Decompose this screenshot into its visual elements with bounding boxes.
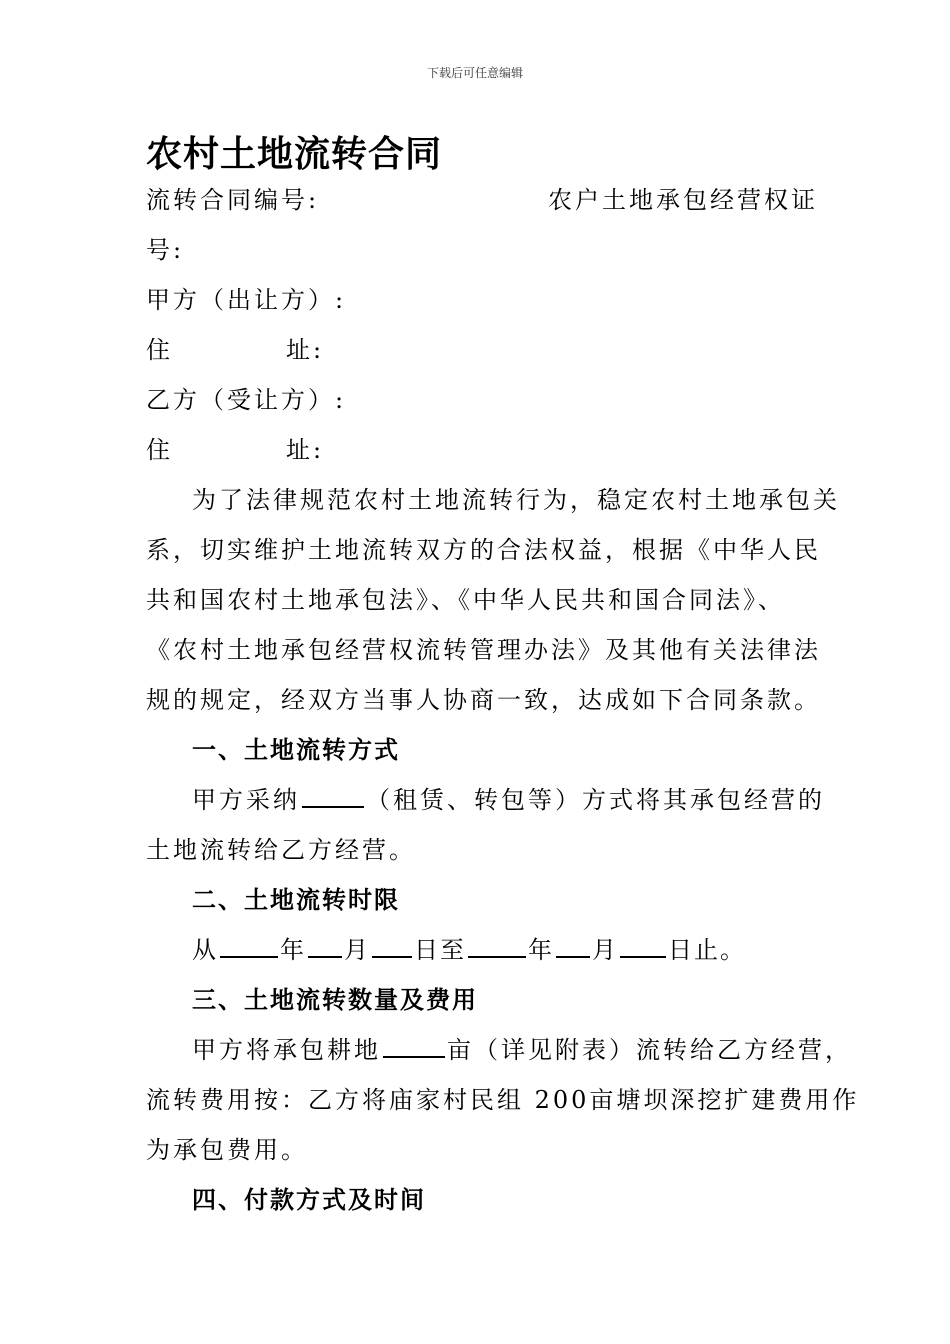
transfer-method-blank[interactable] bbox=[302, 784, 364, 808]
end-month-blank[interactable] bbox=[556, 934, 590, 958]
month-label: 月 bbox=[592, 936, 618, 964]
year-label: 年 bbox=[280, 936, 306, 964]
preamble-line: 共和国农村土地承包法》、《中华人民共和国合同法》、 bbox=[146, 586, 785, 614]
end-day-blank[interactable] bbox=[620, 934, 666, 958]
section-2-heading: 二、土地流转时限 bbox=[192, 885, 400, 914]
year-label: 年 bbox=[528, 936, 554, 964]
preamble-line: 为了法律规范农村土地流转行为，稳定农村土地承包关 bbox=[192, 486, 840, 514]
section-1-text-line2: 土地流转给乙方经营。 bbox=[146, 836, 416, 864]
section-1-heading: 一、土地流转方式 bbox=[192, 735, 400, 764]
preamble-line: 规的规定，经双方当事人协商一致，达成如下合同条款。 bbox=[146, 686, 821, 714]
section-4-heading: 四、付款方式及时间 bbox=[192, 1185, 426, 1214]
section-1-text-pre: 甲方采纳 bbox=[192, 786, 300, 814]
land-area-blank[interactable] bbox=[383, 1034, 445, 1058]
address-label-start: 住 bbox=[146, 336, 173, 364]
document-title: 农村土地流转合同 bbox=[146, 133, 443, 175]
contract-number-label: 流转合同编号: bbox=[146, 186, 320, 214]
address-label-start: 住 bbox=[146, 436, 173, 464]
preamble-line: 系，切实维护土地流转双方的合法权益，根据《中华人民 bbox=[146, 536, 821, 564]
day-end-label: 日止。 bbox=[668, 936, 746, 964]
page-header-note: 下载后可任意编辑 bbox=[426, 66, 523, 80]
section-3-text-pre: 甲方将承包耕地 bbox=[192, 1036, 381, 1064]
section-3-text-line3: 为承包费用。 bbox=[146, 1136, 308, 1164]
section-1-text bbox=[192, 784, 825, 816]
party-b-address-row bbox=[146, 434, 173, 466]
party-a-address-label-end: 址: bbox=[286, 336, 325, 364]
land-certificate-label: 农户土地承包经营权证 bbox=[548, 186, 818, 214]
day-to-label: 日至 bbox=[414, 936, 466, 964]
party-b-address-label-end: 址: bbox=[286, 436, 325, 464]
land-certificate-label-continued: 号: bbox=[146, 236, 185, 264]
section-3-heading: 三、土地流转数量及费用 bbox=[192, 985, 478, 1014]
end-year-blank[interactable] bbox=[468, 934, 526, 958]
start-day-blank[interactable] bbox=[372, 934, 412, 958]
party-b-label: 乙方（受让方）: bbox=[146, 386, 347, 414]
from-label: 从 bbox=[192, 936, 218, 964]
section-1-text-post: （租赁、转包等）方式将其承包经营的 bbox=[366, 786, 825, 814]
preamble-line: 《农村土地承包经营权流转管理办法》及其他有关法律法 bbox=[146, 636, 821, 664]
section-2-period bbox=[192, 934, 746, 966]
start-year-blank[interactable] bbox=[220, 934, 278, 958]
start-month-blank[interactable] bbox=[308, 934, 342, 958]
party-a-label: 甲方（出让方）: bbox=[146, 286, 347, 314]
section-3-text-post: 亩（详见附表）流转给乙方经营， bbox=[447, 1036, 852, 1064]
month-label: 月 bbox=[344, 936, 370, 964]
party-a-address-row bbox=[146, 334, 173, 366]
section-3-text-line2: 流转费用按：乙方将庙家村民组 200亩塘坝深挖扩建费用作 bbox=[146, 1086, 860, 1114]
section-3-text bbox=[192, 1034, 852, 1066]
